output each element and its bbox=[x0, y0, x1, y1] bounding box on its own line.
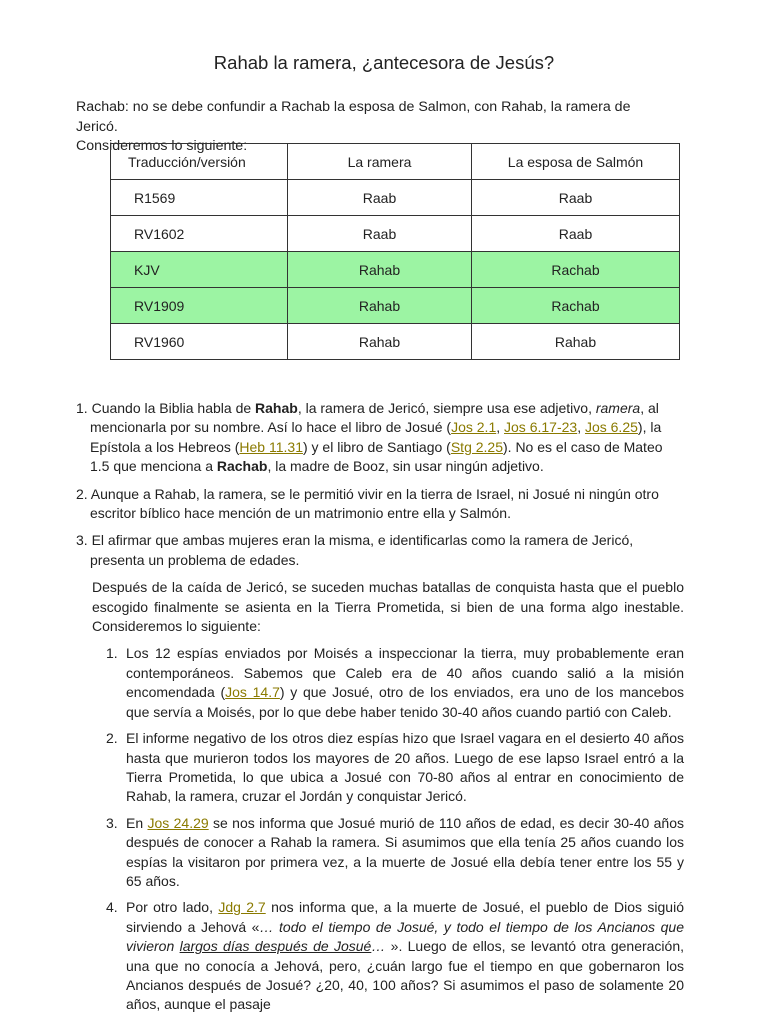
reference-link[interactable]: Jdg 2.7 bbox=[218, 899, 266, 916]
sub-list-item-4 bbox=[106, 898, 684, 1014]
underlined-quote: largos días después de Josué bbox=[179, 938, 372, 955]
sub-list-item-3 bbox=[106, 814, 684, 892]
list-number: 4. bbox=[106, 899, 118, 916]
bold-name: Rachab bbox=[216, 458, 268, 475]
table-cell-esposa: Rachab bbox=[472, 252, 680, 288]
reference-link[interactable]: Jos 14.7 bbox=[225, 684, 280, 701]
item-text: ), la Epístola a los Hebreos ( bbox=[90, 419, 662, 455]
table-row bbox=[111, 216, 680, 252]
list-item-3 bbox=[76, 531, 684, 570]
sub-list-item-1 bbox=[106, 644, 684, 722]
table-header-row bbox=[111, 144, 680, 180]
reference-link[interactable]: Stg 2.25 bbox=[450, 438, 503, 455]
comparison-table bbox=[110, 143, 680, 360]
item-text: , la madre de Booz, sin usar ningún adjetivo. bbox=[267, 458, 544, 475]
quote-part: … todo el tiempo de Josué, y todo el tiempo de los Ancianos que vivieron bbox=[126, 918, 684, 955]
item-text: , la ramera de Jericó, siempre usa ese adjetivo, bbox=[297, 400, 596, 416]
reference-link[interactable]: Jos 6.17-23 bbox=[504, 419, 578, 436]
table-cell-version: RV1909 bbox=[111, 288, 288, 324]
reference-link[interactable]: Jos 6.25 bbox=[584, 419, 638, 436]
item-text: ) y que Josué, otro de los enviados, era uno de los mancebos que servía a Moisés, por lo que debe haber tenido 30-40 años cuando partió con Caleb. bbox=[126, 684, 684, 720]
reference-link[interactable]: Jos 2.1 bbox=[451, 419, 497, 436]
list-number: 2. bbox=[106, 730, 118, 747]
table-row-highlighted bbox=[111, 252, 680, 288]
table-header-cell: Traducción/versión bbox=[111, 144, 288, 180]
item-text: ) y el libro de Santiago ( bbox=[302, 438, 451, 455]
list-number: 1. bbox=[106, 645, 118, 662]
reference-link[interactable]: Jos 24.29 bbox=[147, 814, 209, 831]
table-header-cell: La esposa de Salmón bbox=[472, 144, 680, 180]
table-cell-esposa: Rachab bbox=[472, 288, 680, 324]
item-text: Los 12 espías enviados por Moisés a inspeccionar la tierra, muy probablemente eran contemporáneos. Sabemos que Caleb era de 40 años cuando salió a la misión encomendada ( bbox=[126, 645, 684, 701]
table-header-cell: La ramera bbox=[288, 144, 472, 180]
italic-word: ramera bbox=[595, 400, 641, 416]
list-number: 3. bbox=[106, 814, 118, 831]
bold-name: Rahab bbox=[255, 400, 298, 416]
item-text: Cuando la Biblia habla de bbox=[87, 400, 256, 416]
table-cell-esposa: Raab bbox=[472, 180, 680, 216]
list-number: 1. bbox=[76, 400, 88, 416]
table-row-highlighted bbox=[111, 288, 680, 324]
table-cell-ramera: Raab bbox=[288, 216, 472, 252]
table-cell-ramera: Rahab bbox=[288, 288, 472, 324]
list-item-1 bbox=[76, 399, 684, 477]
item-text: se nos informa que Josué murió de 110 años de edad, es decir 30-40 años después de conocer a Rahab la ramera. Si asumimos que ella tenía 25 años cuando los espías la visitaron por primera vez, a la muerte de Josué ella debía tener entre los 55 y 65 años. bbox=[126, 814, 684, 889]
table-cell-version: KJV bbox=[111, 252, 288, 288]
item-text: ). No es el caso de Mateo 1.5 que menciona a bbox=[90, 438, 663, 475]
intro-line-1: Rachab: no se debe confundir a Rachab la esposa de Salmon, con Rahab, la ramera de Jericó. bbox=[76, 99, 631, 135]
numbered-list bbox=[76, 399, 684, 1022]
item-text: En bbox=[126, 814, 148, 831]
table-cell-ramera: Raab bbox=[288, 180, 472, 216]
separator: , bbox=[577, 419, 585, 436]
table-cell-esposa: Rahab bbox=[472, 324, 680, 360]
list-number: 3. bbox=[76, 532, 88, 549]
table-cell-version: R1569 bbox=[111, 180, 288, 216]
body-paragraph: Después de la caída de Jericó, se suceden muchas batallas de conquista hasta que el pueblo escogido finalmente se asienta en la Tierra Prometida, si bien de una forma algo inestable. Consideremos lo siguiente: bbox=[92, 579, 684, 635]
table-row bbox=[111, 180, 680, 216]
item-text: Aunque a Rahab, la ramera, se le permitió vivir en la tierra de Israel, ni Josué ni ningún otro escritor bíblico hace mención de un matrimonio entre ella y Salmón. bbox=[87, 485, 659, 522]
sub-list-item-2 bbox=[106, 729, 684, 807]
table-cell-version: RV1960 bbox=[111, 324, 288, 360]
reference-link[interactable]: Heb 11.31 bbox=[239, 438, 303, 455]
list-number: 2. bbox=[76, 485, 88, 502]
table-row bbox=[111, 324, 680, 360]
item-text: nos informa que, a la muerte de Josué, el pueblo de Dios siguió sirviendo a Jehová « bbox=[126, 899, 684, 935]
table-cell-esposa: Raab bbox=[472, 216, 680, 252]
table-cell-ramera: Rahab bbox=[288, 324, 472, 360]
item-text: Por otro lado, bbox=[126, 899, 219, 916]
item-text: , al mencionarla por su nombre. Así lo hace el libro de Josué ( bbox=[90, 400, 659, 436]
list-item-2 bbox=[76, 485, 684, 524]
item-text: El afirmar que ambas mujeres eran la misma, e identificarlas como la ramera de Jericó, presenta un problema de edades. bbox=[87, 532, 634, 568]
page-title: Rahab la ramera, ¿antecesora de Jesús? bbox=[213, 52, 555, 73]
quote-part: … bbox=[371, 938, 386, 955]
separator: , bbox=[496, 419, 505, 436]
intro-line-2: Consideremos lo siguiente: bbox=[76, 138, 248, 154]
table-cell-version: RV1602 bbox=[111, 216, 288, 252]
item-text: El informe negativo de los otros diez espías hizo que Israel vagara en el desierto 40 años hasta que murieron todos los mayores de 20 años. Luego de ese lapso Israel entró a la Tierra Prometida, lo que ubica a Josué con 70-80 años al entrar en conocimiento de Rahab, la ramera, cruzar el Jordán y conquistar Jericó. bbox=[126, 730, 684, 805]
table-cell-ramera: Rahab bbox=[288, 252, 472, 288]
item-text: ». Luego de ellos, se levantó otra generación, una que no conocía a Jehová, pero, ¿cuán largo fue el tiempo en que gobernaron los Ancianos después de Josué? ¿20, 40, 100 años? Si asumimos el paso de solamente 20 años, aunque el pasaje bbox=[126, 938, 684, 1013]
